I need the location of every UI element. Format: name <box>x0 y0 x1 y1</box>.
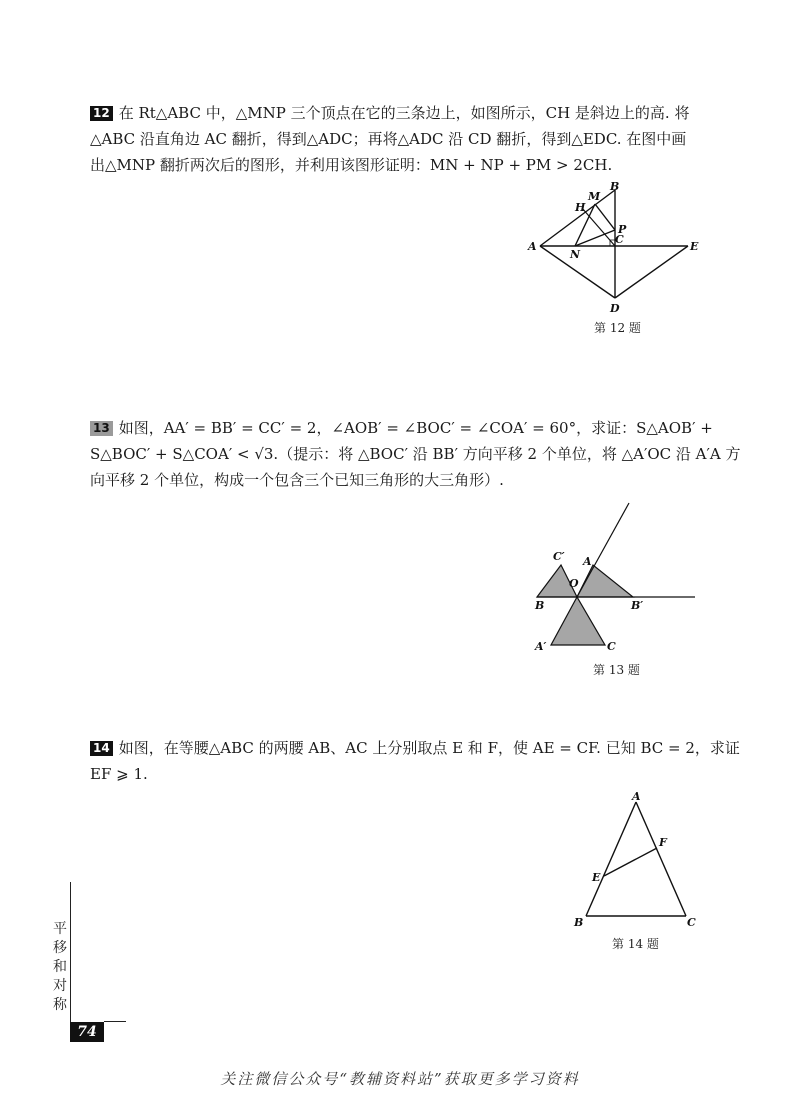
problem-13-line-2: S△BOC′ + S△COA′ < √3.（提示：将 △BOC′ 沿 BB′ 方向平移 2 个单位，将 △A′OC 沿 A′A 方 <box>90 445 741 463</box>
page-number: 74 <box>70 1022 104 1042</box>
problem-13-line-3: 向平移 2 个单位，构成一个包含三个已知三角形的大三角形）. <box>90 471 504 489</box>
label-Bp: B′ <box>631 599 644 612</box>
label-A: A <box>632 790 641 803</box>
figure-12 <box>520 178 710 318</box>
label-A: A <box>583 555 592 568</box>
section-title-char: 和 <box>53 959 67 975</box>
problem-13 <box>90 415 741 493</box>
problem-number: 14 <box>90 741 113 756</box>
problem-12-line-1 <box>90 100 718 126</box>
label-B: B <box>535 599 545 612</box>
section-title <box>52 920 68 1015</box>
footer-notice: 关注微信公众号“教辅资料站”获取更多学习资料 <box>220 1070 580 1088</box>
figure-14-caption: 第 14 题 <box>612 937 659 951</box>
problem-text: 在 Rt△ABC 中，△MNP 三个顶点在它的三条边上，如图所示，CH 是斜边上的高. 将 <box>118 104 690 122</box>
label-H: H <box>575 201 586 214</box>
label-E: E <box>690 240 699 253</box>
label-Ap: A′ <box>535 640 547 653</box>
label-B: B <box>610 180 620 193</box>
label-F: F <box>659 836 667 849</box>
section-title-char: 移 <box>53 940 67 956</box>
label-E: E <box>592 871 601 884</box>
section-title-char: 平 <box>53 921 67 937</box>
label-C: C <box>615 233 624 246</box>
label-C: C <box>687 916 696 929</box>
figure-12-caption: 第 12 题 <box>594 321 641 335</box>
sidebar-rule <box>70 882 71 1042</box>
problem-text: 如图，AA′ = BB′ = CC′ = 2，∠AOB′ = ∠BOC′ = ∠COA′ = 60°，求证：S△AOB′ + <box>118 419 713 437</box>
problem-12 <box>90 100 718 178</box>
label-N: N <box>570 248 581 261</box>
problem-12-line-3: 出△MNP 翻折两次后的图形，并利用该图形证明：MN + NP + PM > 2CH. <box>90 156 613 174</box>
problem-number: 12 <box>90 106 113 121</box>
figure-13 <box>525 495 705 660</box>
problem-14-line-2: EF ⩾ 1. <box>90 765 148 783</box>
label-D: D <box>610 302 620 315</box>
section-title-char: 称 <box>53 997 67 1013</box>
label-O: O <box>569 577 579 590</box>
label-B: B <box>574 916 584 929</box>
label-A: A <box>528 240 537 253</box>
label-M: M <box>588 190 601 203</box>
problem-text: 如图，在等腰△ABC 的两腰 AB、AC 上分别取点 E 和 F，使 AE = CF. 已知 BC = 2，求证 <box>118 739 740 757</box>
label-C: C <box>607 640 616 653</box>
label-P: P <box>618 223 627 236</box>
problem-12-line-2: △ABC 沿直角边 AC 翻折，得到△ADC；再将△ADC 沿 CD 翻折，得到△EDC. 在图中画 <box>90 130 687 148</box>
figure-13-caption: 第 13 题 <box>593 663 640 677</box>
page-number-rule <box>104 1021 126 1022</box>
figure-14 <box>568 788 703 933</box>
label-Cp: C′ <box>553 550 565 563</box>
problem-14 <box>90 735 740 787</box>
section-title-char: 对 <box>53 978 67 994</box>
problem-14-line-1 <box>90 735 740 761</box>
problem-13-line-1 <box>90 415 718 441</box>
problem-number: 13 <box>90 421 113 436</box>
